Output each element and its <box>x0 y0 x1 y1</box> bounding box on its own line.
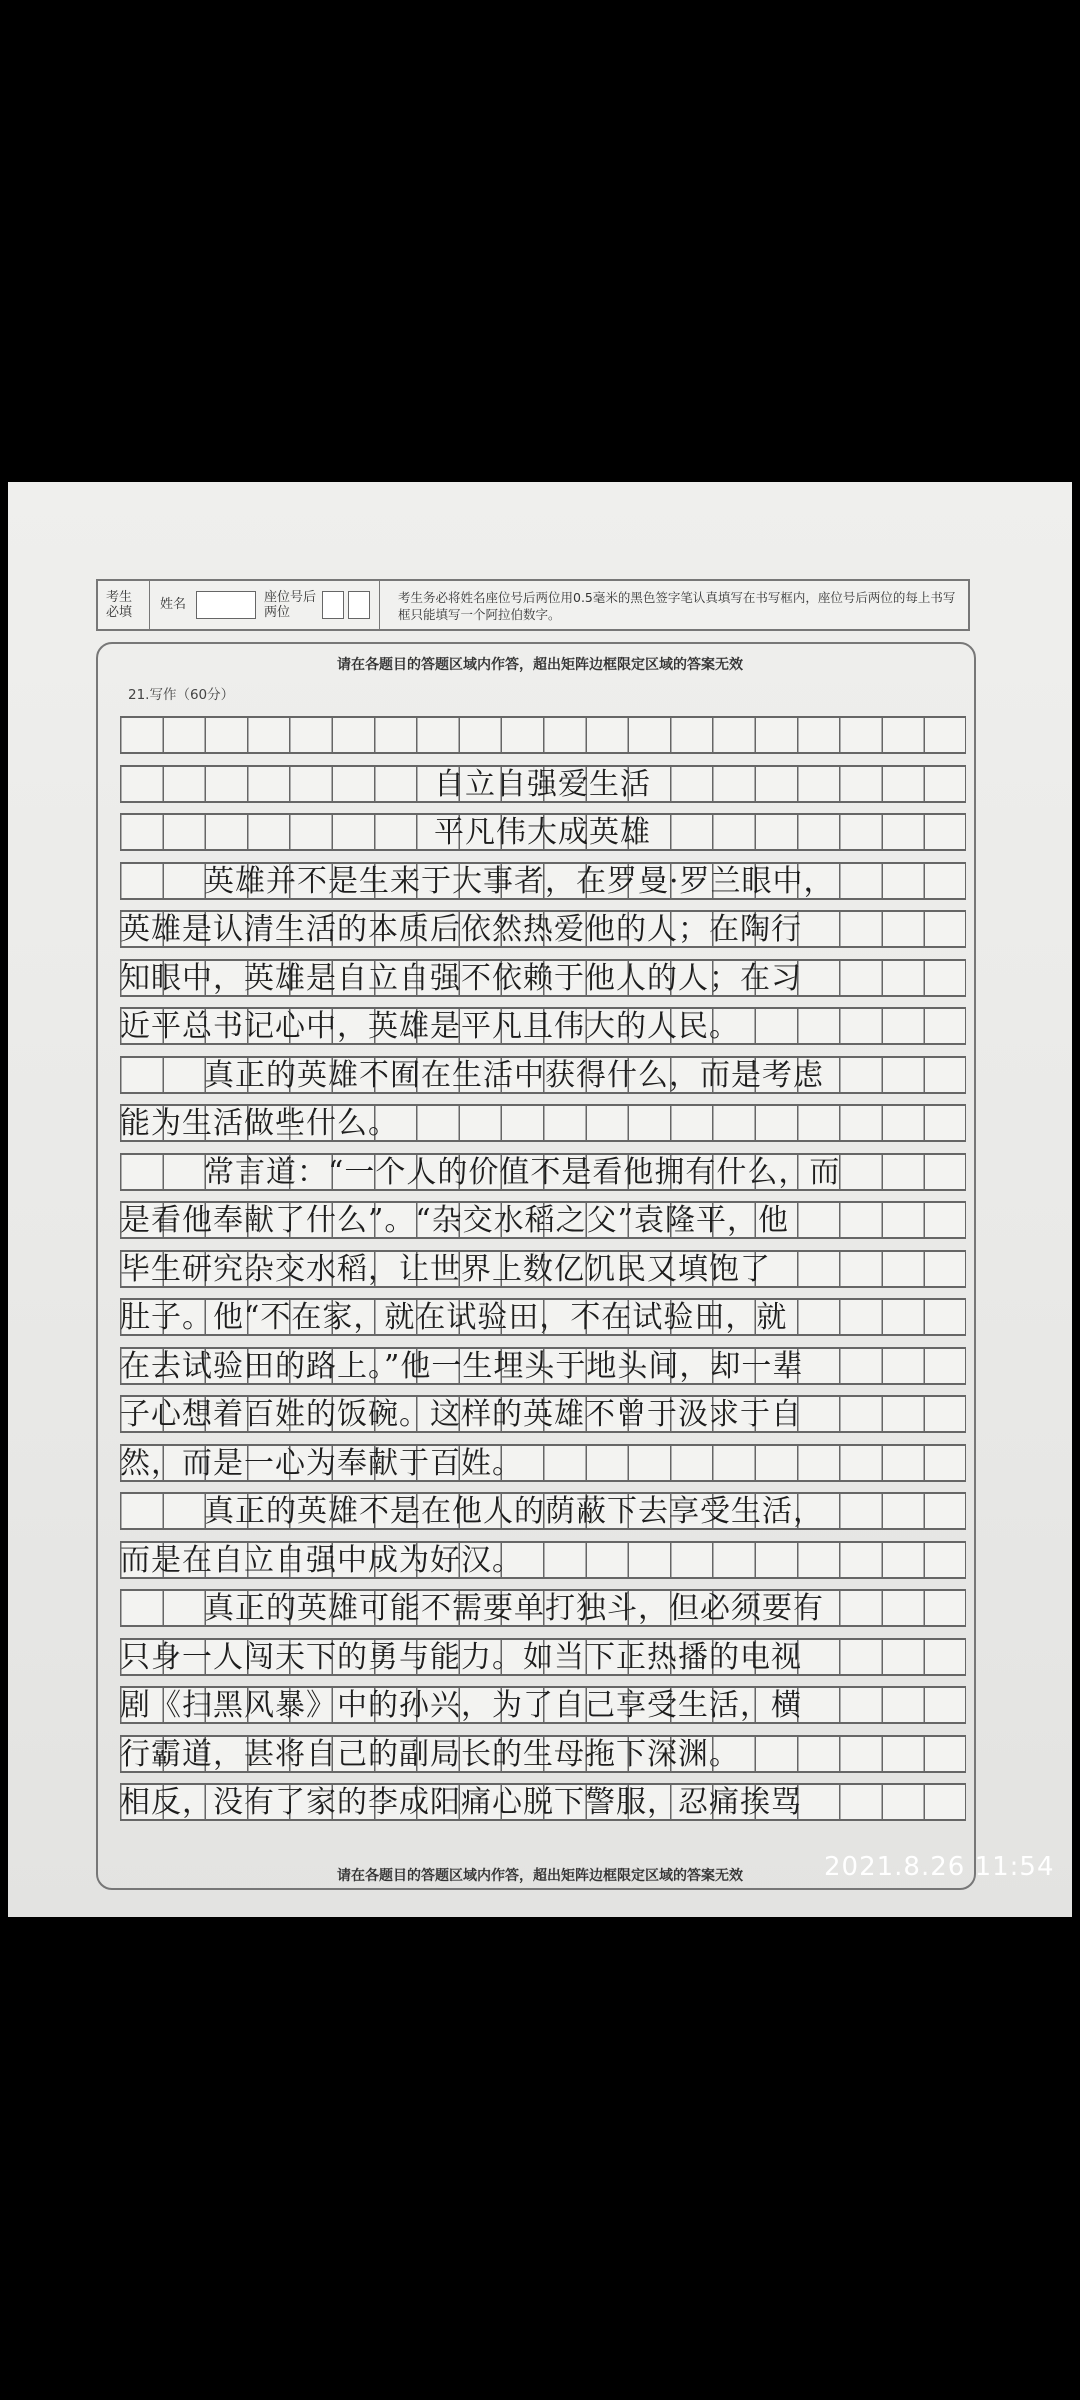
handwritten-line: 真正的英雄可能不需要单打独斗，但必须要有 <box>204 1592 824 1626</box>
grid-row <box>120 1589 966 1627</box>
handwritten-line: 能为生活做些什么。 <box>120 1107 399 1141</box>
grid-row <box>120 1250 966 1288</box>
grid-row <box>120 1395 966 1433</box>
handwritten-line: 肚子。他“不在家，就在试验田，不在试验田，就 <box>120 1301 788 1335</box>
grid-row <box>120 1104 966 1142</box>
grid-row <box>120 1298 966 1336</box>
handwritten-line: 真正的英雄不是在他人的荫蔽下去享受生活， <box>204 1495 824 1529</box>
grid-row <box>120 765 966 803</box>
question-label: 21.写作（60分） <box>128 687 235 703</box>
handwritten-line: 行霸道，甚将自己的副局长的生母拖下深渊。 <box>120 1737 740 1772</box>
handwritten-line: 而是在自立自强中成为好汉。 <box>120 1543 523 1578</box>
handwritten-line: 是看他奉献了什么”。“杂交水稻之父”袁隆平，他 <box>120 1204 790 1238</box>
header-note: 考生务必将姓名座位号后两位用0.5毫米的黑色签字笔认真填写在书写框内，座位号后两位的每上书写框只能填写一个阿拉伯数字。 <box>398 590 956 622</box>
grid-row <box>120 1056 966 1094</box>
grid-row <box>120 1783 966 1821</box>
grid-row <box>120 1541 966 1579</box>
photo-timestamp: 2021.8.26 11:54 <box>824 1852 1055 1882</box>
handwritten-line <box>120 719 965 753</box>
name-label: 姓名 <box>160 597 187 612</box>
grid-row <box>120 1638 966 1676</box>
handwritten-line: 真正的英雄不囿在生活中获得什么，而是考虑 <box>204 1058 824 1093</box>
top-banner: 请在各题目的答题区域内作答，超出矩阵边框限定区域的答案无效 <box>337 657 743 673</box>
handwritten-line: 在去试验田的路上。”他一生埋头于地头间，却一辈 <box>120 1349 804 1384</box>
grid-row <box>120 910 966 948</box>
handwritten-line: 毕生研究杂交水稻，让世界上数亿饥民又填饱了 <box>120 1252 771 1287</box>
grid-row <box>120 1153 966 1191</box>
grid-row <box>120 716 966 754</box>
handwritten-line: 常言道：“一个人的价值不是看他拥有什么，而 <box>204 1155 841 1190</box>
handwritten-line: 相反，没有了家的李成阳痛心脱下警服，忍痛挨骂 <box>120 1786 802 1820</box>
grid-row <box>120 1735 966 1773</box>
grid-row <box>120 1444 966 1482</box>
candidate-label: 考生必填 <box>106 590 133 620</box>
grid-row <box>120 813 966 851</box>
grid-row <box>120 1686 966 1724</box>
grid-row <box>120 1201 966 1239</box>
grid-row <box>120 1347 966 1385</box>
grid-row <box>120 959 966 997</box>
writing-grid <box>120 716 966 1832</box>
candidate-info-box <box>96 579 970 631</box>
handwritten-line: 英雄是认清生活的本质后依然热爱他的人；在陶行 <box>120 913 802 947</box>
grid-row <box>120 1007 966 1045</box>
handwritten-line: 知眼中，英雄是自立自强不依赖于他人的人；在习 <box>120 961 802 996</box>
handwritten-line: 英雄并不是生来于大事者，在罗曼·罗兰眼中， <box>204 864 835 899</box>
handwritten-line: 只身一人闯天下的勇与能力。如当下正热播的电视 <box>120 1640 802 1675</box>
handwritten-line: 平凡伟大成英雄 <box>434 816 651 850</box>
seat-divider <box>98 581 380 629</box>
bottom-banner: 请在各题目的答题区域内作答，超出矩阵边框限定区域的答案无效 <box>337 1868 743 1884</box>
handwritten-line: 自立自强爱生活 <box>434 767 651 802</box>
handwritten-line: 然，而是一心为奉献于百姓。 <box>120 1446 523 1481</box>
answer-sheet-photo <box>8 482 1072 1917</box>
handwritten-line: 子心想着百姓的饭碗。这样的英雄不曾于汲求于自 <box>120 1398 802 1432</box>
grid-row <box>120 1492 966 1530</box>
handwritten-line: 剧《扫黑风暴》中的孙兴，为了自己享受生活，横 <box>120 1689 802 1723</box>
seat-label: 座位号后两位 <box>264 590 317 620</box>
grid-row <box>120 862 966 900</box>
handwritten-line: 近平总书记心中，英雄是平凡且伟大的人民。 <box>120 1010 740 1044</box>
